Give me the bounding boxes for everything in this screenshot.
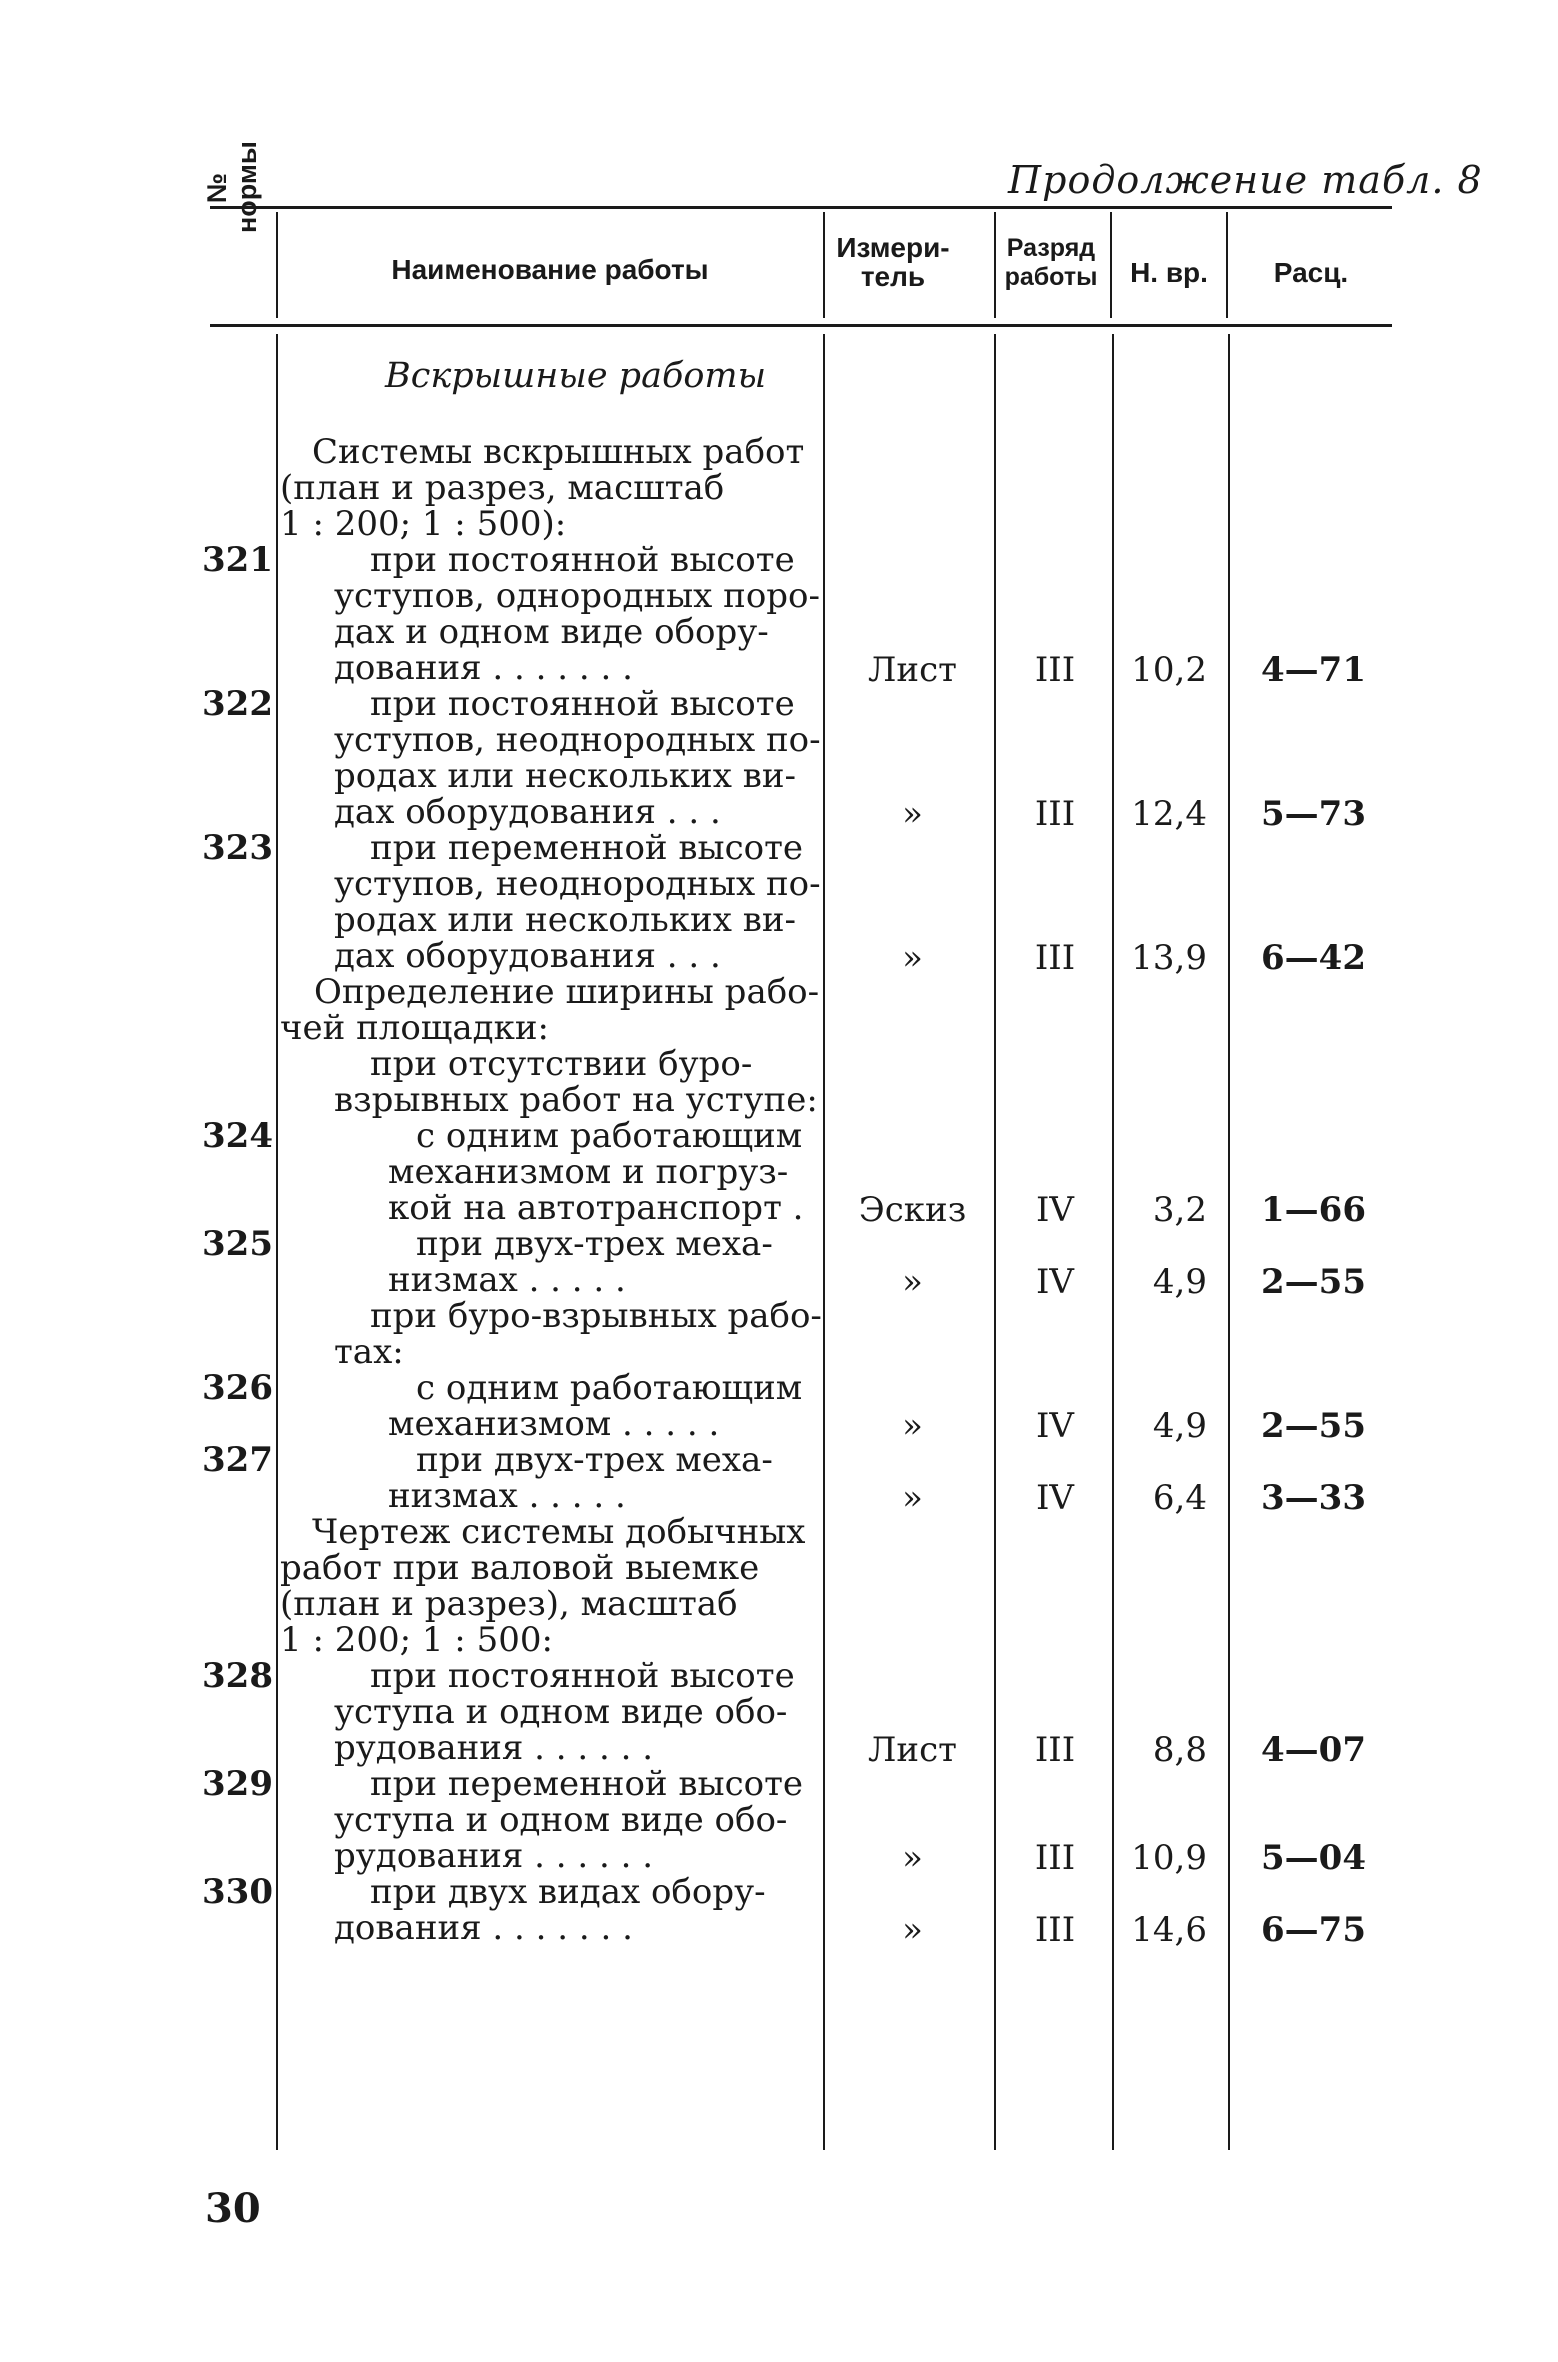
desc-line: механизмом . . . . . [388, 1404, 720, 1444]
col-divider-2-body [823, 334, 825, 2150]
col-divider-5-header [1226, 212, 1228, 318]
unit-cell: Лист [868, 1730, 957, 1770]
desc-line: Чертеж системы добычных [312, 1512, 806, 1552]
table-header-bottom-rule [210, 324, 1392, 327]
desc-line: Определение ширины рабо- [314, 972, 820, 1012]
rate-cell: 3—33 [1261, 1478, 1366, 1518]
rate-cell: 1—66 [1261, 1190, 1366, 1230]
time-cell: 3,2 [1152, 1190, 1207, 1230]
header-name: Наименование работы [391, 254, 709, 285]
header-grade: Разряд работы [1004, 234, 1098, 291]
desc-line: Системы вскрышных работ [312, 432, 805, 472]
norm-number: 329 [202, 1764, 273, 1804]
page-number: 30 [205, 2185, 261, 2232]
norm-number: 324 [202, 1116, 273, 1156]
time-cell: 10,9 [1131, 1838, 1207, 1878]
desc-line: (план и разрез, масштаб [280, 468, 725, 508]
rate-cell: 2—55 [1261, 1262, 1366, 1302]
desc-line: работ при валовой выемке [280, 1548, 760, 1588]
time-cell: 8,8 [1152, 1730, 1207, 1770]
desc-line: дования . . . . . . . [334, 1908, 633, 1948]
time-cell: 10,2 [1131, 650, 1207, 690]
header-rate: Расц. [1273, 257, 1349, 288]
norm-number: 327 [202, 1440, 273, 1480]
desc-line: родах или нескольких ви- [334, 756, 796, 796]
grade-cell: III [1034, 1838, 1076, 1878]
desc-line: при двух видах обору- [370, 1872, 766, 1912]
desc-line: низмах . . . . . [388, 1476, 626, 1516]
desc-line: тах: [334, 1332, 404, 1372]
unit-cell: » [902, 1406, 923, 1446]
desc-line: рудования . . . . . . [334, 1836, 654, 1876]
col-divider-5-body [1228, 334, 1230, 2150]
rate-cell: 6—42 [1261, 938, 1366, 978]
rate-cell: 4—71 [1261, 650, 1366, 690]
time-cell: 12,4 [1131, 794, 1207, 834]
unit-cell: » [902, 1262, 923, 1302]
desc-line: 1 : 200; 1 : 500): [280, 504, 567, 544]
norm-number: 326 [202, 1368, 273, 1408]
unit-cell: » [902, 794, 923, 834]
time-cell: 13,9 [1131, 938, 1207, 978]
desc-line: с одним работающим [416, 1116, 803, 1156]
unit-cell: Эскиз [858, 1190, 967, 1230]
time-cell: 14,6 [1131, 1910, 1207, 1950]
desc-line: родах или нескольких ви- [334, 900, 796, 940]
time-cell: 4,9 [1152, 1262, 1207, 1302]
desc-line: взрывных работ на уступе: [334, 1080, 818, 1120]
desc-line: при постоянной высоте [370, 540, 795, 580]
desc-line: при переменной высоте [370, 1764, 804, 1804]
desc-line: уступа и одном виде обо- [334, 1800, 788, 1840]
desc-line: уступа и одном виде обо- [334, 1692, 788, 1732]
desc-line: дах оборудования . . . [334, 792, 721, 832]
section-title: Вскрышные работы [385, 356, 767, 396]
desc-line: с одним работающим [416, 1368, 803, 1408]
col-divider-1-header [276, 212, 278, 318]
grade-cell: III [1034, 794, 1076, 834]
rate-cell: 5—04 [1261, 1838, 1366, 1878]
unit-cell: » [902, 1838, 923, 1878]
desc-line: дах оборудования . . . [334, 936, 721, 976]
desc-line: чей площадки: [280, 1008, 549, 1048]
desc-line: при постоянной высоте [370, 1656, 795, 1696]
header-unit: Измери-тель [836, 232, 950, 292]
desc-line: при двух-трех меха- [416, 1224, 773, 1264]
grade-cell: III [1034, 1730, 1076, 1770]
desc-line: уступов, однородных поро- [334, 576, 821, 616]
col-divider-2-header [823, 212, 825, 318]
desc-line: дования . . . . . . . [334, 648, 633, 688]
table-top-rule [210, 206, 1392, 209]
grade-cell: IV [1036, 1190, 1074, 1230]
grade-cell: III [1034, 650, 1076, 690]
time-cell: 4,9 [1152, 1406, 1207, 1446]
grade-cell: III [1034, 938, 1076, 978]
rate-cell: 5—73 [1261, 794, 1366, 834]
unit-cell: » [902, 938, 923, 978]
header-time-norm: Н. вр. [1130, 257, 1208, 288]
desc-line: 1 : 200; 1 : 500: [280, 1620, 553, 1660]
unit-cell: » [902, 1478, 923, 1518]
col-divider-4-body [1112, 334, 1114, 2150]
norm-number: 323 [202, 828, 273, 868]
desc-line: уступов, неоднородных по- [334, 720, 821, 760]
desc-line: при двух-трех меха- [416, 1440, 773, 1480]
header-norm-no: № нормы [202, 141, 262, 233]
unit-cell: » [902, 1910, 923, 1950]
norm-number: 328 [202, 1656, 273, 1696]
norm-number: 330 [202, 1872, 273, 1912]
norm-number: 322 [202, 684, 273, 724]
desc-line: при постоянной высоте [370, 684, 795, 724]
grade-cell: III [1034, 1910, 1076, 1950]
unit-cell: Лист [868, 650, 957, 690]
desc-line: рудования . . . . . . [334, 1728, 654, 1768]
grade-cell: IV [1036, 1262, 1074, 1302]
continuation-title: Продолжение табл. 8 [1008, 158, 1483, 202]
grade-cell: IV [1036, 1406, 1074, 1446]
time-cell: 6,4 [1152, 1478, 1207, 1518]
grade-cell: IV [1036, 1478, 1074, 1518]
rate-cell: 2—55 [1261, 1406, 1366, 1446]
norm-number: 321 [202, 540, 273, 580]
desc-line: кой на автотранспорт . [388, 1188, 804, 1228]
norm-number: 325 [202, 1224, 273, 1264]
desc-line: при переменной высоте [370, 828, 804, 868]
rate-cell: 6—75 [1261, 1910, 1366, 1950]
rate-cell: 4—07 [1261, 1730, 1366, 1770]
desc-line: при буро-взрывных рабо- [370, 1296, 822, 1336]
desc-line: уступов, неоднородных по- [334, 864, 821, 904]
desc-line: (план и разрез), масштаб [280, 1584, 738, 1624]
desc-line: дах и одном виде обору- [334, 612, 769, 652]
col-divider-1-body [276, 334, 278, 2150]
desc-line: при отсутствии буро- [370, 1044, 753, 1084]
desc-line: механизмом и погруз- [388, 1152, 789, 1192]
desc-line: низмах . . . . . [388, 1260, 626, 1300]
